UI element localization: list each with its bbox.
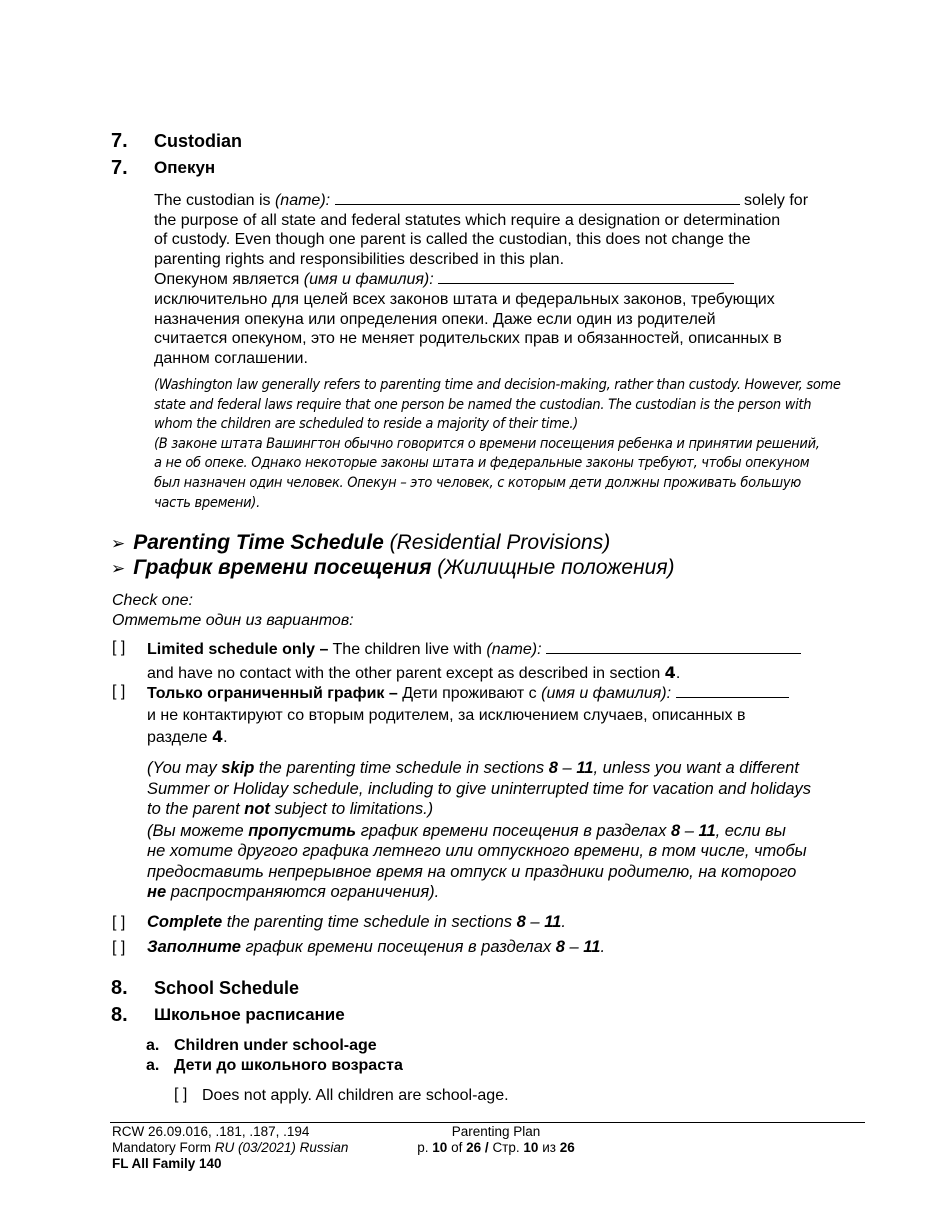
section-title-ru: Опекун <box>154 158 216 177</box>
section-ref: 11 <box>576 759 594 777</box>
limited-checkbox-ru[interactable]: [ ] <box>112 683 126 700</box>
subsection-title-ru: Дети до школьного возраста <box>174 1057 403 1074</box>
limited-option-ru: Только ограниченный график – Дети проживают с (имя и фамилия): и не контактируют со вторым родителем, за исключением случаев, описанных в разделе 4. <box>147 683 837 748</box>
schedule-title: Parenting Time Schedule <box>133 531 384 554</box>
note-text: , unless you want a different <box>593 759 799 777</box>
note-line: часть времени). <box>154 494 260 511</box>
section-ref: 8 <box>555 938 565 956</box>
note-bold: пропустить <box>248 821 357 840</box>
arrow-icon: ➢ <box>111 559 126 578</box>
note-line: предоставить непрерывное время на отпуск и праздники родителю, на которого <box>147 862 797 881</box>
complete-label-ru: Заполните <box>147 938 241 956</box>
custodian-intro-ru: Опекуном является <box>154 271 300 289</box>
page-label-ru: Стр. <box>492 1140 520 1155</box>
custodian-name-field[interactable] <box>335 190 740 205</box>
note-text: (Вы можете <box>147 821 244 840</box>
complete-text-ru: график времени посещения в разделах <box>245 938 552 956</box>
limited-text-ru-3: разделе <box>147 729 208 747</box>
name-label: (name): <box>274 192 331 209</box>
custodian-intro: The custodian is <box>154 192 271 209</box>
limited-text-2: and have no contact with the other parent except as described in section <box>147 664 661 682</box>
text-line: исключительно для целей всех законов штата и федеральных законов, требующих <box>154 290 775 308</box>
arrow-icon: ➢ <box>111 534 126 553</box>
complete-text: the parenting time schedule in sections <box>226 913 513 931</box>
complete-option-ru <box>147 938 605 957</box>
text-line: данном соглашении. <box>154 349 308 367</box>
note-text: to the parent <box>147 800 240 818</box>
period: . <box>561 913 566 931</box>
note-text: , если вы <box>715 821 786 840</box>
skip-note: (You may skip the parenting time schedule in sections 8 – 11, unless you want a different Summer or Holiday schedule, including to give uninterrupted time for vacation and holidays to the parent not subject to limitations.) (Вы можете пропустить график времени посещения в разделах 8 – 11, если вы не хотите другого графика летнего или отпускного времени, в том числе, чтобы предоставить непрерывное время на отпуск и праздники родителю, на которого не распространяются ограничения). <box>147 758 847 903</box>
custodian-note <box>154 376 844 513</box>
note-line: был назначен один человек. Опекун – это человек, с которым дети должны проживать большую <box>154 474 801 491</box>
section-ref: 8 <box>516 913 526 931</box>
text-line: of custody. Even though one parent is called the custodian, this does not change the <box>154 231 751 249</box>
page-total: 26 <box>466 1140 482 1155</box>
page-label: p. <box>417 1140 429 1155</box>
section-title-ru: Школьное расписание <box>154 1005 345 1024</box>
note-bold: не <box>147 883 167 901</box>
footer-form-label: Mandatory Form <box>112 1140 212 1155</box>
dash: – <box>530 913 540 931</box>
note-line: whom the children are scheduled to reside a majority of their time.) <box>154 416 578 433</box>
footer-form-id: FL All Family 140 <box>112 1156 222 1171</box>
note-text: (You may <box>147 759 217 777</box>
does-not-apply-label: Does not apply. All children are school-age. <box>202 1087 509 1104</box>
custodian-name-field-ru[interactable] <box>438 269 734 284</box>
name-label: (name): <box>486 641 542 658</box>
footer-title: Parenting Plan <box>451 1124 541 1139</box>
text-line: the purpose of all state and federal statutes which require a designation or determination <box>154 211 781 229</box>
page-of-ru: из <box>542 1140 556 1155</box>
schedule-subtitle-ru: (Жилищные положения) <box>437 556 675 579</box>
limited-label: Limited schedule only – <box>147 641 329 658</box>
solely-for: solely for <box>744 192 809 209</box>
limited-checkbox[interactable]: [ ] <box>112 639 126 656</box>
limited-name-field-ru[interactable] <box>676 683 789 698</box>
section-number: 8. <box>111 977 128 999</box>
dash: – <box>569 938 579 956</box>
schedule-title-ru: График времени посещения <box>133 556 432 579</box>
note-text: the parenting time schedule in sections <box>258 759 545 777</box>
note-line: state and federal laws require that one person be named the custodian. The custodian is the person with <box>154 396 812 413</box>
footer-divider <box>110 1122 865 1123</box>
name-label-ru: (имя и фамилия): <box>303 271 434 289</box>
page-number: 10 <box>432 1140 448 1155</box>
footer-rcw: RCW 26.09.016, .181, .187, .194 <box>112 1124 310 1139</box>
note-line: (В законе штата Вашингтон обычно говорится о времени посещения ребенка и принятии решений, <box>154 435 820 452</box>
limited-option-en: Limited schedule only – The children live with (name): and have no contact with the other parent except as described in section 4. <box>147 639 837 683</box>
footer-left <box>112 1124 348 1172</box>
text-line: parenting rights and responsibilities described in this plan. <box>154 250 565 268</box>
note-line: (Washington law generally refers to parenting time and decision-making, rather than custody. However, some <box>154 377 841 393</box>
note-text: распространяются ограничения). <box>170 883 440 901</box>
page-total-ru: 26 <box>559 1140 575 1155</box>
note-text: график времени посещения в разделах <box>360 821 667 840</box>
subsection-letter-ru: a. <box>146 1057 160 1074</box>
section-title-en: Custodian <box>154 131 242 151</box>
limited-label-ru: Только ограниченный график – <box>147 685 398 702</box>
note-bold: skip <box>221 759 255 777</box>
page-separator: / <box>484 1140 489 1155</box>
complete-label: Complete <box>147 913 223 931</box>
custodian-paragraph-en <box>154 190 834 368</box>
check-one-ru: Отметьте один из вариантов: <box>112 612 354 629</box>
note-line: не хотите другого графика летнего или отпускного времени, в том числе, чтобы <box>147 842 807 860</box>
footer-form-version: RU (03/2021) Russian <box>214 1140 349 1155</box>
section-number-ru: 8. <box>111 1004 128 1026</box>
page-number-ru: 10 <box>523 1140 539 1155</box>
section-title-en: School Schedule <box>154 978 300 998</box>
does-not-apply-checkbox[interactable]: [ ] <box>174 1086 188 1103</box>
schedule-subtitle: (Residential Provisions) <box>389 531 611 554</box>
limited-text-ru-2: и не контактируют со вторым родителем, за исключением случаев, описанных в <box>147 706 746 724</box>
limited-name-field[interactable] <box>546 639 801 654</box>
section-ref: 8 <box>548 759 558 777</box>
text-line: назначения опекуна или определения опеки. Даже если один из родителей <box>154 310 716 328</box>
text-line: считается опекуном, это не меняет родительских прав и обязанностей, описанных в <box>154 330 782 348</box>
section-ref: 8 <box>670 821 681 840</box>
check-one-en: Check one: <box>112 592 193 609</box>
note-bold: not <box>244 800 270 818</box>
schedule-heading-ru <box>111 556 675 580</box>
section-ref: 11 <box>698 821 716 840</box>
section-number-ru: 7. <box>111 157 128 179</box>
complete-option-en <box>147 913 566 932</box>
footer-center <box>411 1124 581 1156</box>
section-number: 7. <box>111 130 128 152</box>
period: . <box>600 938 606 956</box>
page-of: of <box>451 1140 463 1155</box>
note-text: subject to limitations.) <box>274 800 434 818</box>
subsection-letter: a. <box>146 1037 160 1054</box>
section-ref: 11 <box>583 938 601 956</box>
limited-text-ru: Дети проживают с <box>402 685 537 702</box>
complete-checkbox-ru[interactable]: [ ] <box>112 939 126 956</box>
limited-text: The children live with <box>332 641 482 658</box>
note-line: а не об опеке. Однако некоторые законы штата и федеральные законы требуют, чтобы опекуном <box>154 455 810 472</box>
section-ref: 11 <box>544 913 562 931</box>
complete-checkbox[interactable]: [ ] <box>112 914 126 931</box>
section-ref: 4 <box>212 727 224 747</box>
schedule-heading-en <box>111 531 610 555</box>
subsection-title-en: Children under school-age <box>174 1037 377 1054</box>
name-label-ru: (имя и фамилия): <box>541 685 672 702</box>
note-line: Summer or Holiday schedule, including to give uninterrupted time for vacation and holidays <box>147 779 812 798</box>
section-ref: 4 <box>664 662 676 682</box>
